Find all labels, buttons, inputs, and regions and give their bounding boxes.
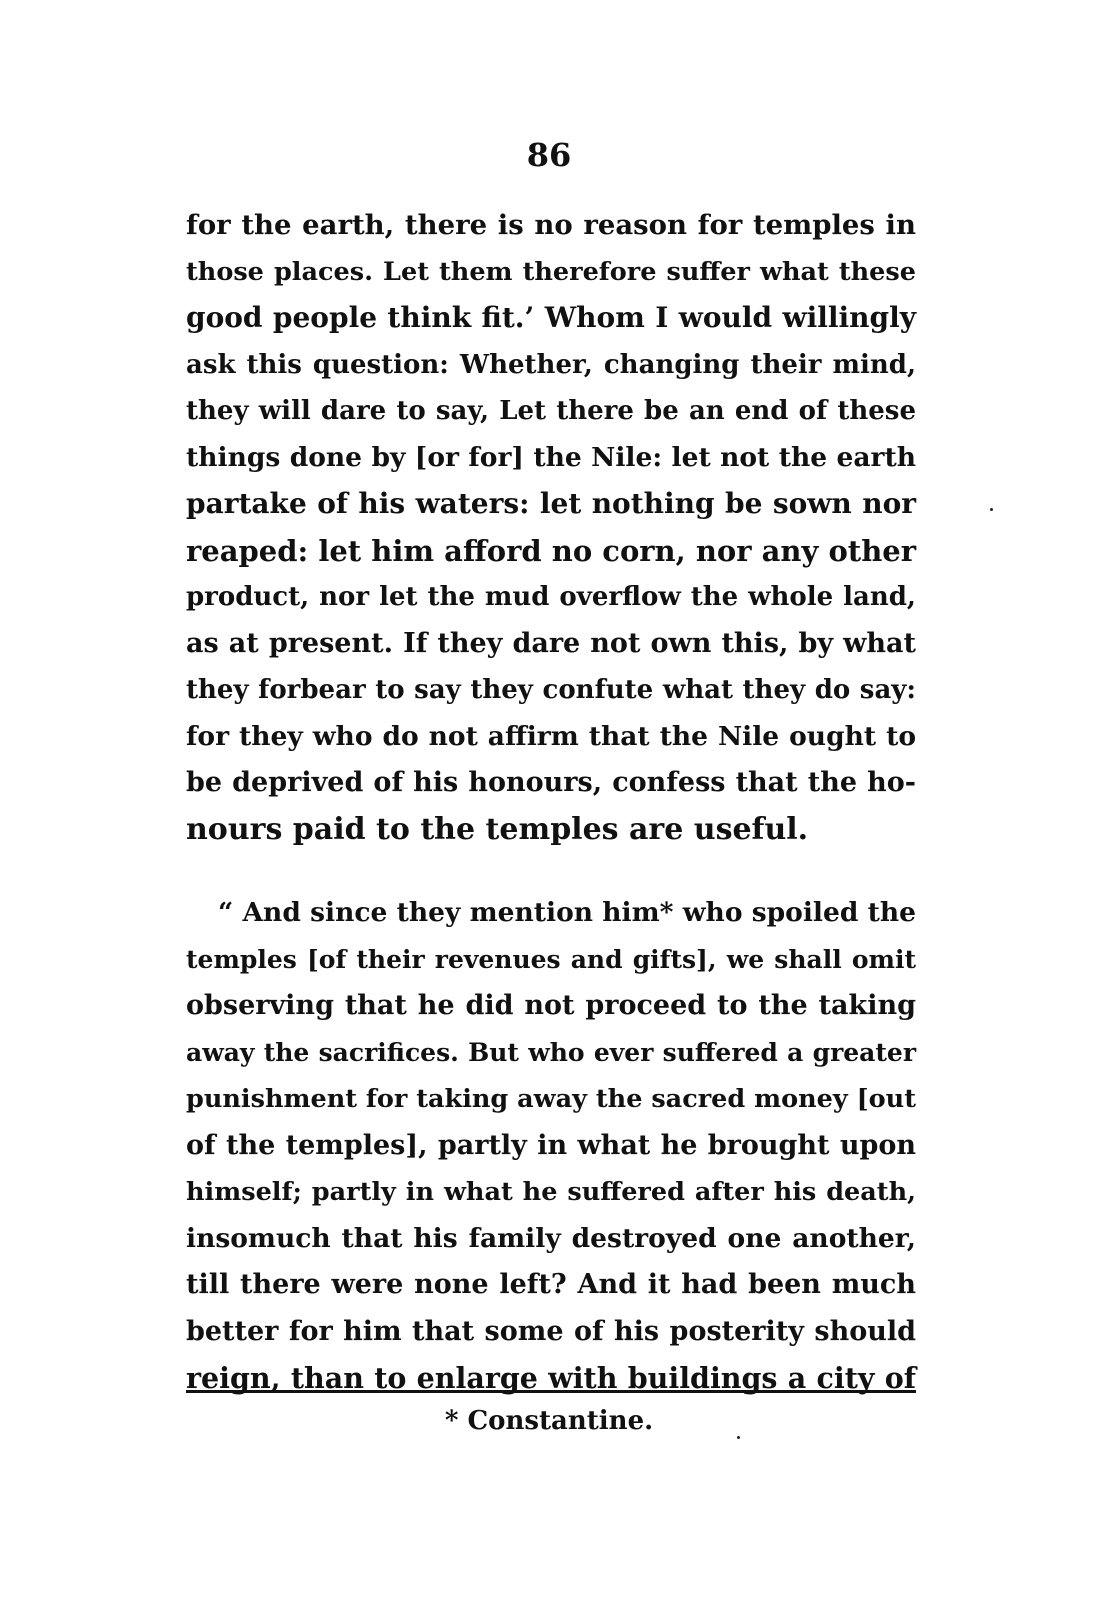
footnote-divider [186,1390,916,1393]
text-line: reign, than to enlarge with buildings a city of [186,1361,916,1395]
text-line: be deprived of his honours, confess that the ho- [186,767,916,798]
text-line: good people think fit.’ Whom I would willingly [186,301,916,334]
text-line: as at present. If they dare not own this, by what [186,627,916,659]
text-line: of the temples], partly in what he brought upon [186,1129,916,1161]
text-line: himself; partly in what he suffered after his death, [186,1177,916,1207]
text-line: for they who do not affirm that the Nile ought to [186,720,916,752]
text-line: product, nor let the mud overflow the whole land, [186,582,916,612]
text-line: they will dare to say, Let there be an end of these [186,396,916,426]
text-line: “ And since they mention him* who spoiled the [218,897,916,928]
paragraph-1 [186,202,916,853]
text-line: observing that he did not proceed to the taking [186,990,916,1021]
text-line: reaped: let him afford no corn, nor any other [186,533,917,568]
text-line: things done by [or for] the Nile: let not the earth [186,441,916,473]
text-line: nours paid to the temples are useful. [186,811,809,847]
speck-mark [737,1436,740,1439]
text-line: they forbear to say they confute what they do say: [186,675,916,705]
text-line: insomuch that his family destroyed one another, [186,1222,916,1254]
paragraph-2 [186,890,916,1402]
text-line: punishment for taking away the sacred money [out [186,1084,916,1114]
text-line: for the earth, there is no reason for temples in [186,209,916,241]
page-number: 86 [526,136,572,174]
speck-mark [990,508,993,511]
text-line: away the sacrifices. But who ever suffered a greater [186,1037,916,1067]
text-line: those places. Let them therefore suffer what these [186,256,916,287]
text-line: temples [of their revenues and gifts], we shall omit [186,944,916,974]
footnote: * Constantine. [444,1406,654,1436]
text-line: ask this question: Whether, changing their mind, [186,349,916,380]
text-line: partake of his waters: let nothing be sown nor [186,487,916,520]
text-line: better for him that some of his posterity should [186,1315,916,1347]
text-line: till there were none left? And it had been much [186,1269,916,1300]
